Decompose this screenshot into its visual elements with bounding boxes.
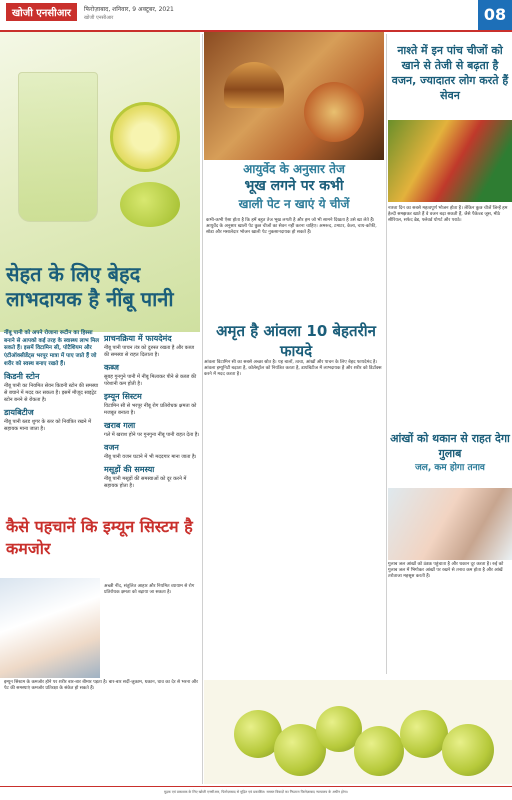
lemon-graphic	[120, 182, 180, 227]
amla-article-title: अमृत है आंवला 10 बेहतरीन फायदे	[216, 322, 376, 360]
newspaper-brand: खोजी एनसीआर	[6, 3, 77, 21]
lemon-subhead: इम्यून सिस्टम	[104, 392, 142, 401]
eye-title-line-2: जल, कम होगा तनाव	[415, 462, 485, 473]
food-article-title	[206, 160, 382, 212]
lemon-intro: नींबू पानी को अपने रोजाना रूटीन का हिस्सा बनाने से आपको कई तरह के स्वास्थ्य लाभ मिल सकते हैं। इसमें विटामिन सी, पोटैशियम और एंटीऑक्सीडेंट्स भरपूर मात्रा में पाए जाते हैं जो शरीर को स्वस्थ बनाए रखते हैं।	[4, 330, 99, 367]
eye-drop-photo	[388, 488, 512, 560]
vegetables-photo	[388, 120, 512, 202]
immune-article-sidebar: अच्छी नींद, संतुलित आहार और नियमित व्यायाम से रोग प्रतिरोधक क्षमता को बढ़ाया जा सकता है।	[104, 584, 195, 596]
lemon-subhead: किडनी स्टोन	[4, 372, 40, 382]
pizza-graphic	[304, 82, 364, 142]
burger-graphic	[224, 62, 284, 108]
lemon-paragraph: सुबह गुनगुने पानी में नींबू मिलाकर पीने से कब्ज की परेशानी कम होती है।	[104, 374, 197, 387]
lemon-slice-graphic	[110, 102, 180, 172]
lemon-subhead: कब्ज	[104, 363, 119, 372]
masthead-subline: खोजी एनसीआर	[84, 15, 114, 21]
lemon-article-column-1	[4, 330, 100, 433]
amla-article-body: आंवला विटामिन सी का सबसे अच्छा स्रोत है। यह बालों, त्वचा, आंखों और पाचन के लिए बेहद फायदेमंद है। आंवला इम्यूनिटी बढ़ाता है, कोलेस्ट्रॉल को नियंत्रित करता है, डायबिटीज में लाभदायक है और शरीर को डिटॉक्स करने में मदद करता है।	[204, 360, 382, 378]
footer-imprint: मुद्रक एवं प्रकाशक के लिए खोजी एनसीआर, फिरोज़ाबाद से मुद्रित एवं प्रकाशित। समस्त विवादों का निपटारा फिरोज़ाबाद न्यायालय के अधीन होगा।	[0, 786, 512, 800]
glass-graphic	[18, 72, 98, 222]
amla-fruit-graphic	[354, 726, 404, 776]
amla-fruit-graphic	[442, 724, 494, 776]
lemon-subhead: मसूड़ों की समस्या	[104, 465, 155, 474]
immune-article-title: कैसे पहचानें कि इम्यून सिस्टम है कमजोर	[6, 517, 193, 558]
breakfast-article-title: नाश्ते में इन पांच चीजों को खाने से तेजी से बढ़ता है वजन, ज्यादातर लोग करते हैं सेवन	[391, 44, 509, 102]
food-title-line-2: भूख लगने पर कभी	[244, 178, 344, 194]
lemon-subhead: वजन	[104, 443, 119, 452]
lemon-subhead: खराब गला	[104, 421, 136, 430]
sneezing-woman-photo	[0, 578, 100, 678]
lemon-subhead: डायबिटीज	[4, 408, 34, 418]
immune-article-body: इम्यून सिस्टम के कमजोर होने पर शरीर बार-बार बीमार पड़ता है। बार-बार सर्दी-जुकाम, थकान, घाव का देर से भरना और पेट की समस्याएं कमजोर प्रतिरक्षा के संकेत हो सकते हैं।	[4, 680, 199, 692]
eye-article-title	[388, 432, 512, 474]
amla-fruit-graphic	[400, 710, 448, 758]
lemon-paragraph: नींबू पानी पाचन तंत्र को दुरुस्त रखता है और कब्ज की समस्या से राहत दिलाता है।	[104, 345, 195, 358]
amla-photo	[204, 680, 512, 784]
masthead	[0, 0, 512, 32]
column-divider	[386, 34, 387, 674]
column-divider	[202, 34, 203, 784]
food-title-line-3: खाली पेट न खाएं ये चीजें	[238, 197, 350, 212]
junk-food-photo	[204, 32, 384, 160]
lemon-paragraph: गले में खराश होने पर गुनगुना नींबू पानी राहत देता है।	[104, 432, 200, 438]
lemon-paragraph: विटामिन सी से भरपूर नींबू रोग प्रतिरोधक क्षमता को मजबूत बनाता है।	[104, 403, 197, 416]
food-title-line-1: आयुर्वेद के अनुसार तेज	[243, 162, 345, 176]
eye-article-body: गुलाब जल आंखों को ठंडक पहुंचाता है और थकान दूर करता है। रुई को गुलाब जल में भिगोकर आंखों पर रखने से तनाव कम होता है और आंखें तरोताजा महसूस करती हैं।	[388, 562, 504, 580]
lemon-paragraph: नींबू पानी मसूड़ों की समस्याओं को दूर करने में सहायक होता है।	[104, 476, 187, 489]
lemon-subhead: प्राचनक्रिया में फायदेमंद	[104, 334, 172, 343]
lemon-article-title: सेहत के लिए बेहद लाभदायक है नींबू पानी	[6, 262, 174, 311]
food-article-body: कभी-कभी ऐसा होता है कि हमें बहुत तेज भूख लगती है और हम जो भी सामने दिखता है उसे खा लेते हैं। आयुर्वेद के अनुसार खाली पेट कुछ चीजों का सेवन नहीं करना चाहिए। अमरूद, टमाटर, केला, चाय-कॉफी, सोडा और मसालेदार भोजन खाली पेट नुकसानदायक हो सकते हैं।	[206, 218, 377, 236]
page-number: 08	[478, 0, 512, 30]
breakfast-article-body: नाश्ता दिन का सबसे महत्वपूर्ण भोजन होता है। लेकिन कुछ चीजें जिन्हें हम हेल्दी समझकर खाते हैं वे वजन बढ़ा सकती हैं, जैसे पैकेज्ड जूस, मीठे सीरियल, सफेद ब्रेड, फ्लेवर्ड योगर्ट और पराठे।	[388, 206, 508, 224]
issue-date: फिरोज़ाबाद, शनिवार, 9 अक्टूबर, 2021	[84, 6, 174, 13]
lemon-article-column-2	[104, 330, 200, 490]
lemon-paragraph: नींबू पानी वजन घटाने में भी मददगार माना जाता है।	[104, 454, 197, 460]
eye-title-line-1: आंखों को थकान से राहत देगा गुलाब	[390, 432, 510, 460]
lemon-paragraph: नींबू पानी ब्लड शुगर के स्तर को नियंत्रित रखने में सहायक माना जाता है।	[4, 419, 92, 433]
lemon-paragraph: नींबू पानी का नियमित सेवन किडनी स्टोन की समस्या से बचाने में मदद कर सकता है। इसमें मौजूद साइट्रेट स्टोन बनने से रोकता है।	[4, 383, 99, 404]
